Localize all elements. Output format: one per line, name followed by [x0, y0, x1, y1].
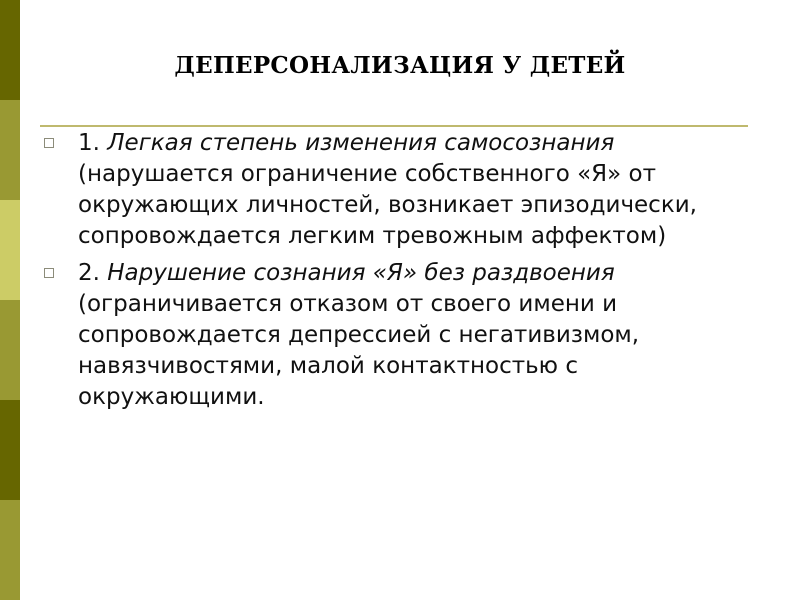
sidebar-segment [0, 300, 20, 400]
slide-title: ДЕПЕРСОНАЛИЗАЦИЯ У ДЕТЕЙ [174, 52, 626, 79]
list-item [44, 258, 744, 413]
item-number: 2. [78, 260, 100, 286]
sidebar-segment [0, 400, 20, 500]
item-text: (нарушается ограничение собственного «Я» от окружающих личностей, возникает эпизодически, сопровождается легким тревожным аффектом) [78, 161, 697, 249]
item-emphasis: Легкая степень изменения самосознания [107, 130, 615, 156]
sidebar-segment [0, 100, 20, 200]
list-item [44, 128, 744, 252]
sidebar-segment [0, 500, 20, 600]
sidebar-segment [0, 0, 20, 100]
item-number: 1. [78, 130, 100, 156]
title-divider [40, 125, 748, 127]
square-bullet-icon [44, 268, 54, 278]
bullet-list [44, 128, 744, 413]
square-bullet-icon [44, 138, 54, 148]
decorative-sidebar [0, 0, 20, 600]
item-text: (ограничивается отказом от своего имени и сопровождается депрессией с негативизмом, навязчивостями, малой контактностью с окружающими. [78, 291, 640, 410]
item-emphasis: Нарушение сознания «Я» без раздвоения [107, 260, 615, 286]
sidebar-segment [0, 200, 20, 300]
